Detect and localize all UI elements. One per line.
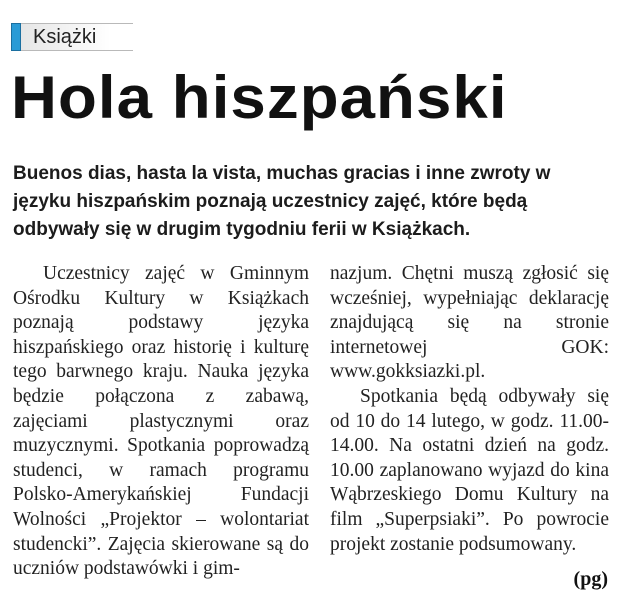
article-byline: (pg): [573, 568, 608, 590]
section-tag: [11, 22, 133, 52]
article-column-2-paragraph-1: nazjum. Chętni muszą zgłosić się wcześniej, wypełniając deklarację znajdującą się na stronie internetowej GOK: www.gokksiazki.pl.: [330, 263, 609, 383]
article-column-2-paragraph-2: Spotkania będą odbywały się od 10 do 14 lutego, w godz. 11.00-14.00. Na ostatni dzień na godz. 10.00 zaplanowano wyjazd do kina Wąbrzeskiego Domu Kultury na film „Superpsiaki”. Po powrocie projekt zostanie podsumowany.: [330, 385, 609, 555]
article-column-1: Uczestnicy zajęć w Gminnym Ośrodku Kultury w Książkach poznają podstawy języka hiszpańskiego oraz historię i kulturę tego barwnego kraju. Nauka języka będzie połączona z zabawą, zajęciami plastycznymi oraz muzycznymi. Spotkania poprowadzą studenci, w ramach programu Polsko-Amerykańskiej Fundacji Wolności „Projektor – wolontariat studencki”. Zajęcia skierowane są do uczniów podstawówki i gim-: [13, 263, 309, 580]
section-label: Książki: [21, 23, 133, 51]
section-tag-accent: [11, 23, 21, 51]
article-headline: Hola hiszpański: [11, 64, 508, 131]
article-column-2: [330, 262, 609, 557]
article-lead: Buenos dias, hasta la vista, muchas gracias i inne zwroty w języku hiszpańskim poznają uczestnicy zajęć, które będą odbywały się w drugim tygodniu ferii w Książkach.: [13, 163, 551, 240]
